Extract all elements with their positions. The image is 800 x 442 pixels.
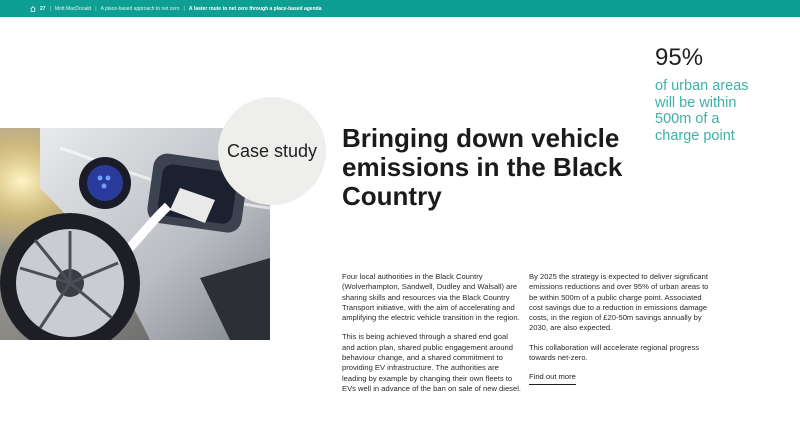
breadcrumb-author[interactable]: Mott MacDonald: [54, 5, 92, 12]
body-column-left: [342, 272, 522, 403]
paragraph: Four local authorities in the Black Country (Wolverhampton, Sandwell, Dudley and Walsall) are sharing skills and resources via the Black Country Transport initiative, with the aim of accelerating and amplifying the electric vehicle transition in the region.: [342, 272, 520, 323]
case-study-badge: [218, 97, 326, 205]
paragraph: This is being achieved through a shared end goal and action plan, shared public engagement around behaviour change, and a shared commitment to providing EV infrastructure. The authorities are leading by example by changing their own fleets to EVs well in advance of the ban on sale of new diesel.: [342, 332, 521, 393]
page-title: Bringing down vehicle emissions in the Black Country: [342, 123, 623, 211]
case-study-label: Case study: [226, 140, 318, 161]
breadcrumb-current: A faster route to net zero through a place-based agenda: [188, 5, 322, 12]
separator: |: [183, 5, 185, 12]
header-bar: [0, 0, 800, 17]
separator: |: [49, 5, 51, 12]
body-column-right: [529, 272, 709, 385]
stat-value: 95%: [655, 44, 704, 71]
breadcrumb-section[interactable]: A place-based approach to net zero: [100, 5, 180, 12]
paragraph: By 2025 the strategy is expected to deliver significant emissions reductions and over 95% of urban areas to be within 500m of a public charge point. Associated cost savings due to a reduction in emissions damage costs, in the region of £20-50m savings annually by 2030, are also expected.: [529, 272, 709, 333]
home-icon[interactable]: [30, 6, 36, 12]
separator: |: [95, 5, 97, 12]
find-out-more-link[interactable]: Find out more: [529, 372, 576, 384]
page-number: 27: [40, 5, 46, 12]
stat-description: of urban areas will be within 500m of a charge point: [655, 78, 749, 144]
paragraph: This collaboration will accelerate regional progress towards net-zero.: [529, 342, 700, 363]
